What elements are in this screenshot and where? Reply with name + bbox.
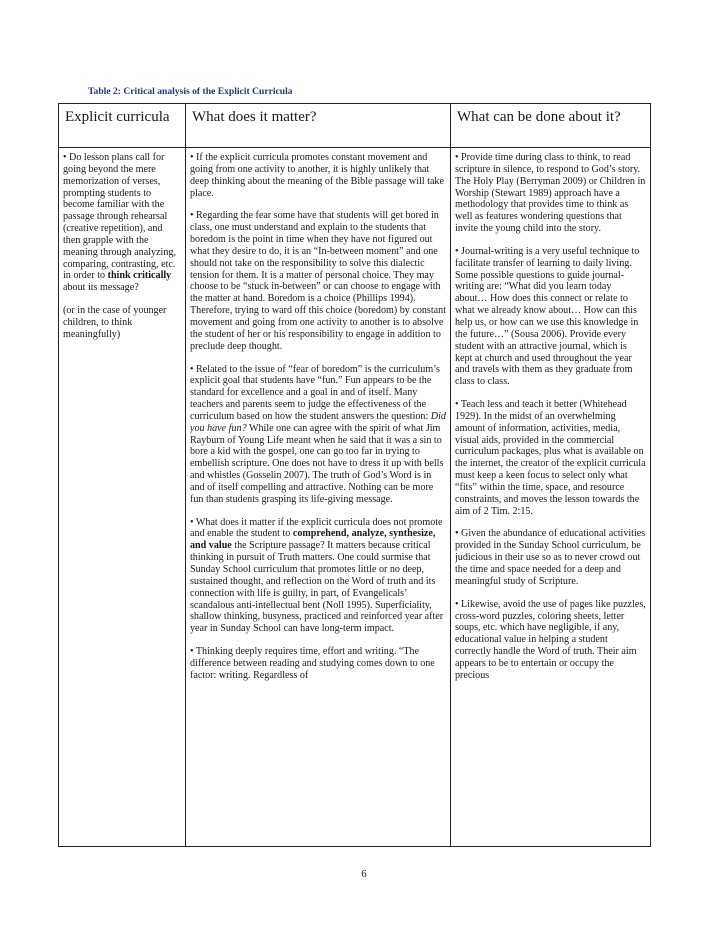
did-you-have-fun-emphasis: Did you have fun? bbox=[190, 410, 446, 434]
analysis-table bbox=[58, 103, 651, 847]
header-what-does-it-matter: What does it matter? bbox=[186, 104, 451, 148]
table-caption: Table 2: Critical analysis of the Explicit Curricula bbox=[88, 86, 293, 97]
col2-paragraph-5: • Thinking deeply requires time, effort and writing. “The difference between reading and studying comes down to one factor: writing. Regardless of bbox=[190, 646, 435, 681]
col3-paragraph-2: • Journal-writing is a very useful technique to facilitate transfer of learning to daily living. Some possible questions to guide journal-writing are: “What did you learn today about… How does this connect or relate to what we already know about… How can this help us, or how can we use this knowledge in the future…” (Sousa 2006). Provide every student with an attractive journal, which is kept at church and used throughout the year and travels with them as they graduate from class to class. bbox=[455, 245, 640, 388]
col3-paragraph-1: • Provide time during class to think, to read scripture in silence, to respond to God’s story. The Holy Play (Berryman 2009) or Children in Worship (Stewart 1989) approach have a methodology that provides time to think as well as features wondering questions that invite the young child into the story. bbox=[455, 152, 646, 235]
think-critically-emphasis: think critically bbox=[107, 270, 172, 282]
cell-what-can-be-done bbox=[451, 148, 651, 847]
col2-paragraph-2: • Regarding the fear some have that students will get bored in class, one must understand and explain to the students that boredom is the point in time when they have not figured out what they desire to do, it is an “In-between moment” and one should not take on the responsibility to solve this dialectic tension for them. It is a matter of personal choice. They may choose to be “stuck in-between” or can choose to engage with the matter at hand. Boredom is a choice (Phillips 1994). Therefore, trying to ward off this choice (boredom) by constant movement and going from one activity to another is to absolve the student of her or his responsibility to engage in addition to preclude deep thought. bbox=[190, 210, 446, 352]
col1-note: (or in the case of younger children, to think meaningfully) bbox=[63, 305, 167, 340]
col3-paragraph-5: • Likewise, avoid the use of pages like puzzles, cross-word puzzles, coloring sheets, letter soups, etc. which have negligible, if any, educational value in helping a student correctly handle the Word of truth. Their aim appears to be to entertain or occupy the precious bbox=[455, 598, 646, 681]
cell-explicit-curricula bbox=[59, 148, 186, 847]
table-body-row bbox=[59, 148, 651, 847]
header-what-can-be-done: What can be done about it? bbox=[451, 104, 651, 148]
col3-paragraph-3: • Teach less and teach it better (Whitehead 1929). In the midst of an overwhelming amount of information, activities, media, visual aids, provided in the commercial curriculum packages, plus what is available on the internet, the creator of the explicit curricula must keep a keen focus to select only what “fits” within the time, space, and resource constraints, and moves the lesson towards the aim of 2 Tim. 2:15. bbox=[455, 399, 646, 517]
page-number: 6 bbox=[361, 868, 367, 880]
col1-paragraph: • Do lesson plans call for going beyond the mere memorization of verses, prompting students to become familiar with the passage through rehearsal (creative repetition), and then grapple with the meaning through analyzing, comparing, contrasting, etc. in order to think critically about its message? bbox=[63, 152, 176, 294]
comprehend-emphasis: comprehend, analyze, synthesize, and value bbox=[190, 528, 436, 552]
col2-paragraph-4: • What does it matter if the explicit curricula does not promote and enable the student to comprehend, analyze, synthesize, and value the Scripture passage? It matters because critical thinking in pursuit of Truth matters. One could surmise that Sunday School curriculum that promotes little or no deep, sustained thought, and reflection on the Word of truth and its connection with life is guilty, in part, of Evangelicals’ scandalous anti-intellectual bent (Noll 1995). Superficiality, shallow thinking, busyness, practiced and reinforced year after year in Sunday School can have long-term impact. bbox=[190, 516, 444, 635]
table-header-row bbox=[59, 104, 651, 148]
col2-paragraph-3: • Related to the issue of “fear of boredom” is the curriculum’s explicit goal that students have “fun.” Fun appears to be the standard for excellence and a goal in and of itself. Many teachers and parents seem to judge the effectiveness of the curriculum based on how the student answers the question: Did you have fun? While one can agree with the spirit of what Jim Rayburn of Young Life meant when he said that it was a sin to bore a kid with the gospel, one can go too far in trying to embellish scripture. One does not have to dress it up with bells and whistles (Gosselin 2007). The truth of God’s Word is in and of itself compelling and attractive. Nothing can be more fun than students grasping its life-giving message. bbox=[190, 363, 446, 505]
cell-what-does-it-matter bbox=[186, 148, 451, 847]
col2-paragraph-1: • If the explicit curricula promotes constant movement and going from one activity to another, it is highly unlikely that deep thinking about the meaning of the Bible passage will take place. bbox=[190, 152, 444, 199]
col3-paragraph-4: • Given the abundance of educational activities provided in the Sunday School curriculum, be judicious in their use so as to never crowd out the time and space needed for a deep and meaningful study of Scripture. bbox=[455, 528, 646, 587]
header-explicit-curricula: Explicit curricula bbox=[59, 104, 186, 148]
